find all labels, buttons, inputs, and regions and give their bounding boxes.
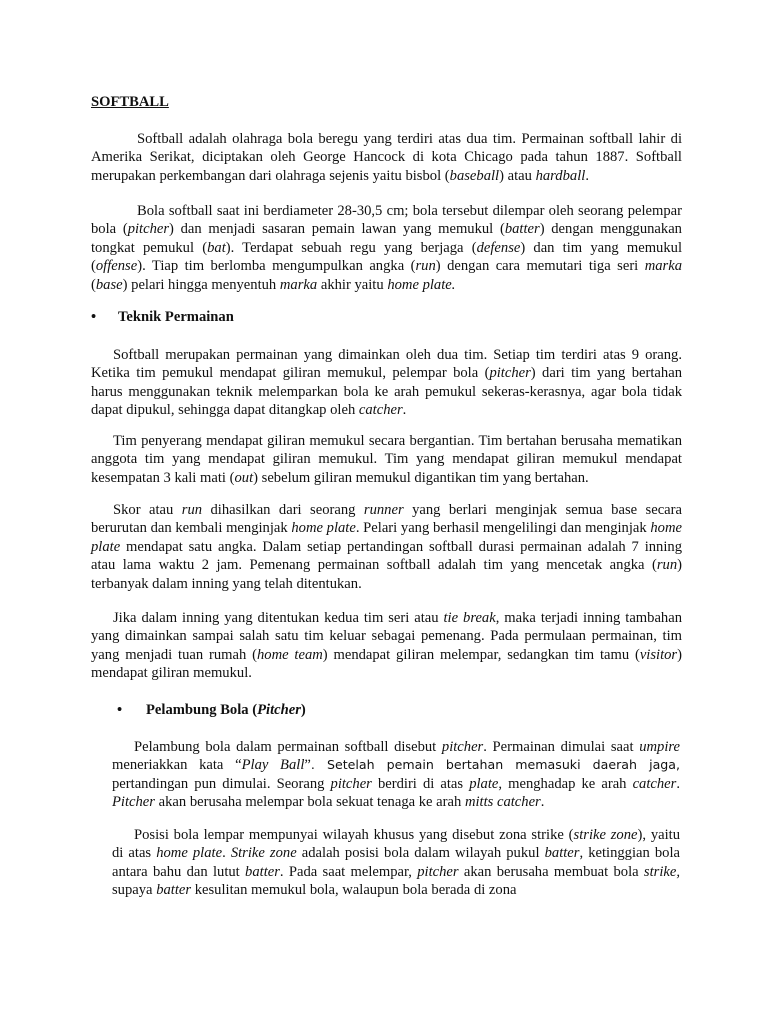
- italic-term: batter: [245, 863, 280, 880]
- text-run: kesulitan memukul bola, walaupun bola berada di zona: [191, 882, 517, 899]
- italic-term: strike zone: [573, 827, 638, 843]
- bullet-marker: •: [91, 309, 97, 325]
- text-run: ) pelari hingga menyentuh: [122, 276, 280, 293]
- italic-term: pitcher: [441, 739, 484, 755]
- italic-term: marka: [644, 258, 682, 275]
- italic-term: Play Ball: [241, 757, 305, 774]
- text-run: berdiri di atas: [371, 775, 470, 792]
- text-run: . Setelah pemain bertahan memasuki daerah jaga,: [310, 757, 681, 773]
- paragraph-teknik-3: [91, 501, 682, 593]
- text-run: ) dan tim yang memukul (: [91, 239, 682, 275]
- italic-term: runner: [363, 502, 404, 518]
- italic-term: tie break: [443, 610, 496, 626]
- italic-term: mitts catcher: [464, 794, 541, 811]
- text-run: , maka terjadi inning tambahan yang dimainkan sampai salah satu tim keluar sebagai pemenang. Pada permulaan permainan, tim yang menjadi tuan rumah (: [91, 610, 682, 663]
- heading-text: [146, 701, 306, 719]
- italic-term: Strike zone: [230, 845, 297, 862]
- text-run: ) sebelum giliran memukul digantikan tim yang bertahan.: [253, 469, 589, 486]
- text-run: ) mendapat giliran memukul.: [91, 646, 682, 682]
- heading-text-part: Pelambung Bola (: [146, 702, 258, 718]
- text-run: akan berusaha melempar bola sekuat tenaga ke arah: [154, 794, 465, 811]
- bullet-marker: •: [117, 702, 123, 718]
- heading-text-italic: Pitcher: [257, 702, 301, 718]
- italic-term: batter: [504, 221, 540, 238]
- italic-term: home plate: [91, 520, 682, 555]
- text-run: ) atau: [499, 167, 536, 184]
- text-run: Jika dalam inning yang ditentukan kedua tim seri atau: [113, 610, 444, 626]
- text-run: ) dari tim yang bertahan harus menggunakan teknik melemparkan bola ke arah pemukul sekeras-kerasnya, agar bola tidak dapat dipukul, sehingga dapat ditangkap oleh: [91, 365, 682, 419]
- italic-term: visitor: [639, 646, 678, 663]
- italic-term: run: [181, 502, 203, 518]
- italic-term: pitcher: [417, 863, 459, 880]
- text-run: dihasilkan dari seorang: [202, 502, 364, 518]
- paragraph-teknik-2: [91, 432, 682, 487]
- text-run: Skor atau: [113, 502, 182, 518]
- italic-term: catcher: [632, 775, 677, 792]
- text-run: akan berusaha membuat bola: [458, 863, 644, 880]
- text-run: , ketinggian bola antara bahu dan lutut: [112, 845, 680, 880]
- heading-teknik-permainan: [91, 308, 234, 326]
- text-run: yang berlari menginjak semua base secara berurutan dan kembali menginjak: [91, 502, 682, 537]
- italic-term: baseball: [449, 167, 500, 184]
- italic-term: hardball: [535, 167, 586, 184]
- text-run: .: [585, 167, 589, 184]
- heading-text: Teknik Permainan: [118, 309, 234, 325]
- italic-term: batter: [156, 882, 192, 899]
- italic-term: marka: [279, 276, 318, 293]
- text-run: ) mendapat giliran melempar, sedangkan tim tamu (: [322, 646, 640, 663]
- paragraph-pitcher-2: [112, 826, 680, 900]
- text-run: ) terbanyak dalam inning yang telah ditentukan.: [91, 557, 682, 592]
- italic-term: bat: [207, 239, 226, 256]
- text-run: .: [676, 775, 680, 792]
- text-run: Softball merupakan permainan yang dimainkan oleh dua tim. Setiap tim terdiri atas 9 orang. Ketika tim pemukul mendapat giliran memukul, pelempar bola (: [91, 347, 682, 382]
- text-run: . Pelari yang berhasil mengelilingi dan menginjak: [355, 520, 651, 537]
- paragraph-intro-1: [91, 130, 682, 185]
- text-run: Softball adalah olahraga bola beregu yang terdiri atas dua tim. Permainan softball lahir di Amerika Serikat, diciptakan oleh George Hancock di kota Chicago pada tahun 1887. Softball merupakan perkembangan dari olahraga sejenis yaitu bisbol (: [91, 131, 682, 184]
- text-run: ) dengan cara memutari tiga seri: [435, 258, 645, 275]
- text-run: Bola softball saat ini berdiameter 28-30,5 cm; bola tersebut dilempar oleh seorang pelempar bola (: [91, 203, 682, 238]
- italic-term: home plate: [291, 520, 356, 537]
- italic-term: pitcher: [330, 775, 372, 792]
- italic-term: out: [234, 469, 254, 486]
- heading-pelambung-bola: [117, 701, 306, 719]
- text-run: meneriakkan kata “: [112, 757, 242, 774]
- italic-term: pitcher: [489, 365, 531, 382]
- text-run: ) dan menjadi sasaran pemain lawan yang memukul (: [169, 221, 505, 238]
- text-run: adalah posisi bola dalam wilayah pukul: [296, 845, 545, 862]
- text-run: pertandingan pun dimulai. Seorang: [112, 775, 331, 792]
- text-run: ), yaitu di atas: [112, 827, 681, 862]
- italic-term: strike,: [643, 863, 680, 880]
- document-title: SOFTBALL: [91, 94, 169, 110]
- text-run: .: [540, 794, 545, 811]
- text-run: . Pada saat melempar,: [279, 863, 418, 880]
- italic-term: batter: [544, 845, 580, 862]
- paragraph-pitcher-1: [112, 738, 680, 812]
- text-run: (: [91, 276, 96, 293]
- text-run: Pelambung bola dalam permainan softball disebut: [134, 739, 442, 755]
- italic-term: base: [95, 276, 123, 293]
- italic-term: home team: [256, 646, 323, 663]
- italic-term: run: [656, 557, 678, 574]
- text-run: , menghadap ke arah: [498, 775, 633, 792]
- italic-term: Pitcher: [112, 794, 155, 811]
- text-run: . Permainan dimulai saat: [483, 739, 640, 755]
- text-run: ”: [304, 757, 311, 774]
- italic-term: offense: [95, 258, 138, 275]
- text-run: .: [402, 402, 407, 419]
- italic-term: run: [415, 258, 436, 275]
- paragraph-intro-2: [91, 202, 682, 294]
- italic-term: umpire: [639, 739, 680, 755]
- text-run: Posisi bola lempar mempunyai wilayah khusus yang disebut zona strike (: [134, 827, 574, 843]
- italic-term: pitcher: [127, 221, 170, 238]
- text-run: ) dengan menggunakan tongkat pemukul (: [91, 221, 682, 256]
- italic-term: home plate: [156, 845, 223, 862]
- paragraph-teknik-4: [91, 609, 682, 683]
- text-run: supaya: [112, 882, 157, 899]
- italic-term: catcher: [358, 402, 403, 419]
- italic-term: home plate.: [387, 276, 456, 293]
- italic-term: plate: [469, 775, 499, 792]
- text-run: ). Terdapat sebuah regu yang berjaga (: [225, 239, 477, 256]
- text-run: mendapat satu angka. Dalam setiap pertandingan softball durasi permainan adalah 7 inning atau lama waktu 2 jam. Pemenang permainan softball adalah tim yang mencetak angka (: [91, 538, 682, 574]
- italic-term: defense: [476, 239, 521, 256]
- paragraph-teknik-1: [91, 346, 682, 420]
- heading-text-part: ): [300, 702, 306, 718]
- text-run: ). Tiap tim berlomba mengumpulkan angka (: [137, 258, 416, 275]
- text-run: .: [222, 845, 231, 862]
- text-run: akhir yaitu: [317, 276, 388, 293]
- text-run: Tim penyerang mendapat giliran memukul secara bergantian. Tim bertahan berusaha mematikan anggota tim yang mendapat giliran memukul. Tim yang mendapat giliran memukul mendapat kesempatan 3 kali mati (: [91, 433, 682, 486]
